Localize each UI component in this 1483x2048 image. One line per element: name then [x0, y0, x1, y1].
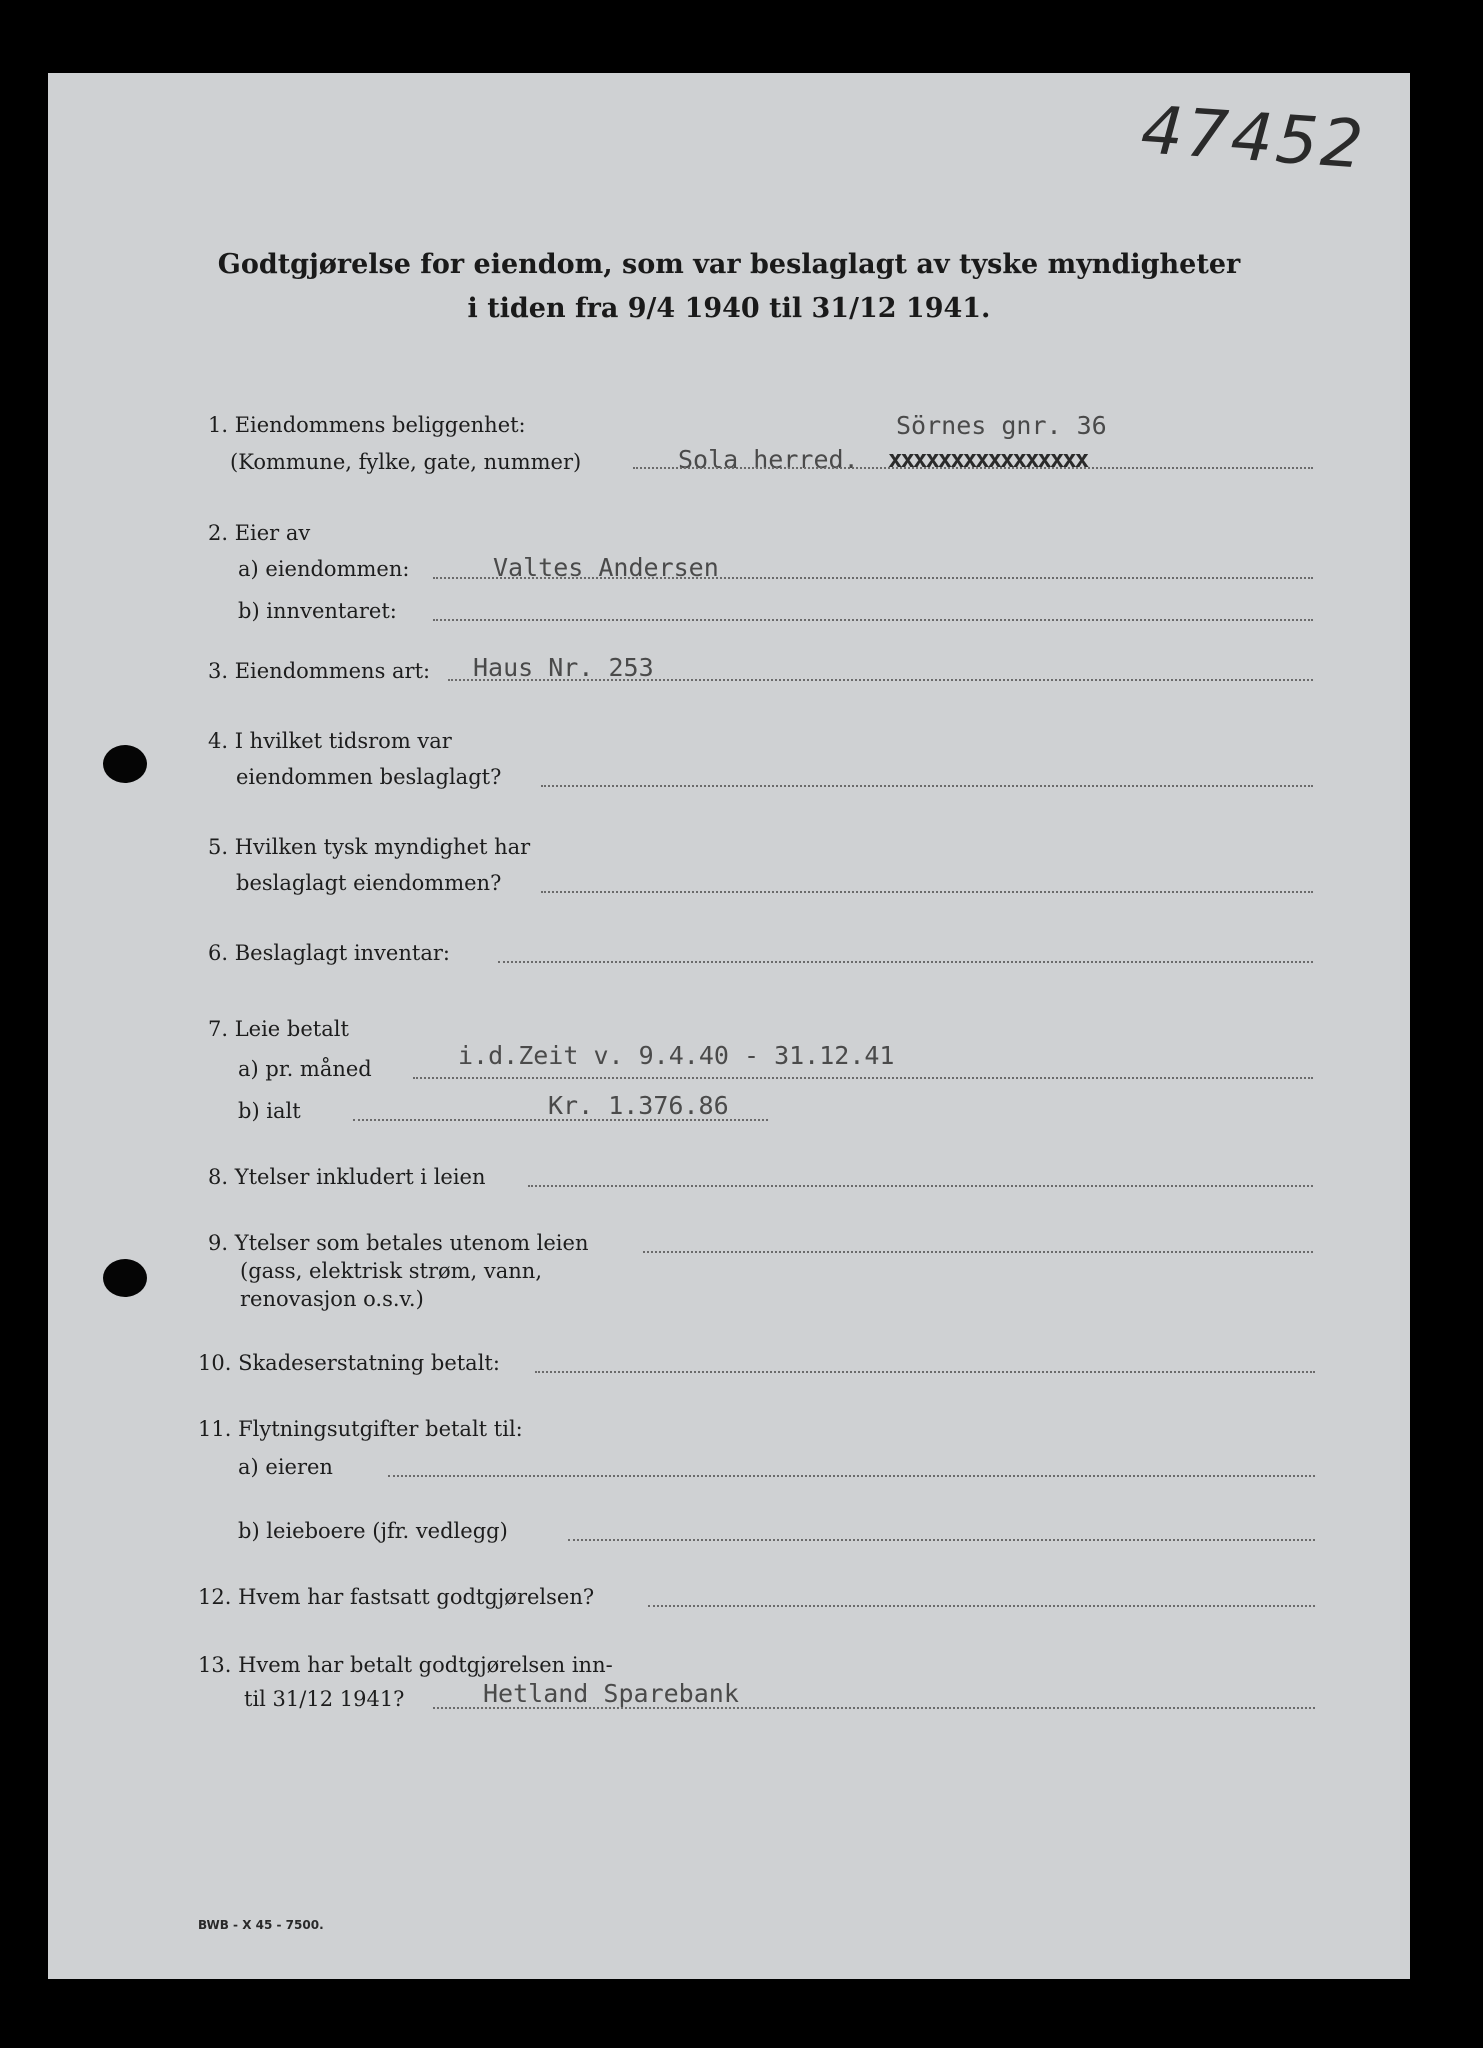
field-1-struck-text: xxxxxxxxxxxxxxxx	[888, 445, 1088, 473]
title-line-2: i tiden fra 9/4 1940 til 31/12 1941.	[467, 293, 991, 324]
field-9-sublabel-1: (gass, elektrisk strøm, vann,	[240, 1259, 542, 1283]
field-2a-value: Valtes Andersen	[493, 553, 719, 582]
field-6-label: 6. Beslaglagt inventar:	[208, 941, 450, 965]
field-3-value: Haus Nr. 253	[473, 653, 654, 682]
field-7b-value: Kr. 1.376.86	[548, 1091, 729, 1120]
field-4-label: 4. I hvilket tidsrom var	[208, 729, 452, 753]
field-1-label: 1. Eiendommens beliggenhet:	[208, 413, 526, 437]
punch-hole-lower	[103, 1259, 147, 1297]
field-11-label: 11. Flytningsutgifter betalt til:	[198, 1417, 523, 1441]
field-13-sublabel: til 31/12 1941?	[244, 1687, 405, 1711]
field-7b-line	[353, 1119, 768, 1121]
field-2a-line	[433, 577, 1313, 579]
field-12-label: 12. Hvem har fastsatt godtgjørelsen?	[198, 1585, 595, 1609]
field-7-label: 7. Leie betalt	[208, 1017, 349, 1041]
field-11a-line	[388, 1475, 1315, 1477]
field-4-line	[541, 785, 1313, 787]
field-12-line	[648, 1605, 1315, 1607]
field-1-line	[633, 467, 1313, 469]
field-9-label: 9. Ytelser som betales utenom leien	[208, 1231, 589, 1255]
field-3-line	[448, 679, 1313, 681]
field-5-label: 5. Hvilken tysk myndighet har	[208, 835, 531, 859]
field-2a-label: a) eiendommen:	[238, 557, 410, 581]
printer-mark: BWB - X 45 - 7500.	[198, 1918, 324, 1932]
field-11a-label: a) eieren	[238, 1455, 333, 1479]
field-7a-line	[413, 1077, 1313, 1079]
field-3-label: 3. Eiendommens art:	[208, 659, 431, 683]
field-9-sublabel-2: renovasjon o.s.v.)	[240, 1287, 424, 1311]
field-7b-label: b) ialt	[238, 1099, 301, 1123]
archive-number: 47452	[1138, 91, 1369, 184]
field-13-value: Hetland Sparebank	[483, 1679, 739, 1708]
form-page	[48, 73, 1410, 1979]
field-9-line	[643, 1251, 1313, 1253]
field-4-sublabel: eiendommen beslaglagt?	[236, 765, 502, 789]
field-11b-line	[568, 1539, 1315, 1541]
field-10-line	[535, 1371, 1315, 1373]
field-2-label: 2. Eier av	[208, 521, 311, 545]
field-8-label: 8. Ytelser inkludert i leien	[208, 1165, 486, 1189]
field-2b-line	[433, 619, 1313, 621]
field-6-line	[498, 961, 1313, 963]
field-1-value-top: Sörnes gnr. 36	[896, 411, 1107, 440]
field-7a-label: a) pr. måned	[238, 1057, 372, 1081]
field-8-line	[528, 1185, 1313, 1187]
title-line-1: Godtgjørelse for eiendom, som var beslaglagt av tyske myndigheter	[217, 249, 1241, 280]
field-7a-value: i.d.Zeit v. 9.4.40 - 31.12.41	[458, 1041, 895, 1070]
form-title	[48, 243, 1410, 331]
field-1-sublabel: (Kommune, fylke, gate, nummer)	[230, 450, 582, 474]
field-1-value: Sola herred.	[678, 445, 859, 474]
punch-hole-upper	[103, 745, 147, 783]
field-13-line	[433, 1707, 1315, 1709]
field-10-label: 10. Skadeserstatning betalt:	[198, 1351, 500, 1375]
field-11b-label: b) leieboere (jfr. vedlegg)	[238, 1519, 508, 1543]
field-13-label: 13. Hvem har betalt godtgjørelsen inn-	[198, 1653, 613, 1677]
field-2b-label: b) innventaret:	[238, 599, 397, 623]
field-5-sublabel: beslaglagt eiendommen?	[236, 871, 502, 895]
field-5-line	[541, 891, 1313, 893]
